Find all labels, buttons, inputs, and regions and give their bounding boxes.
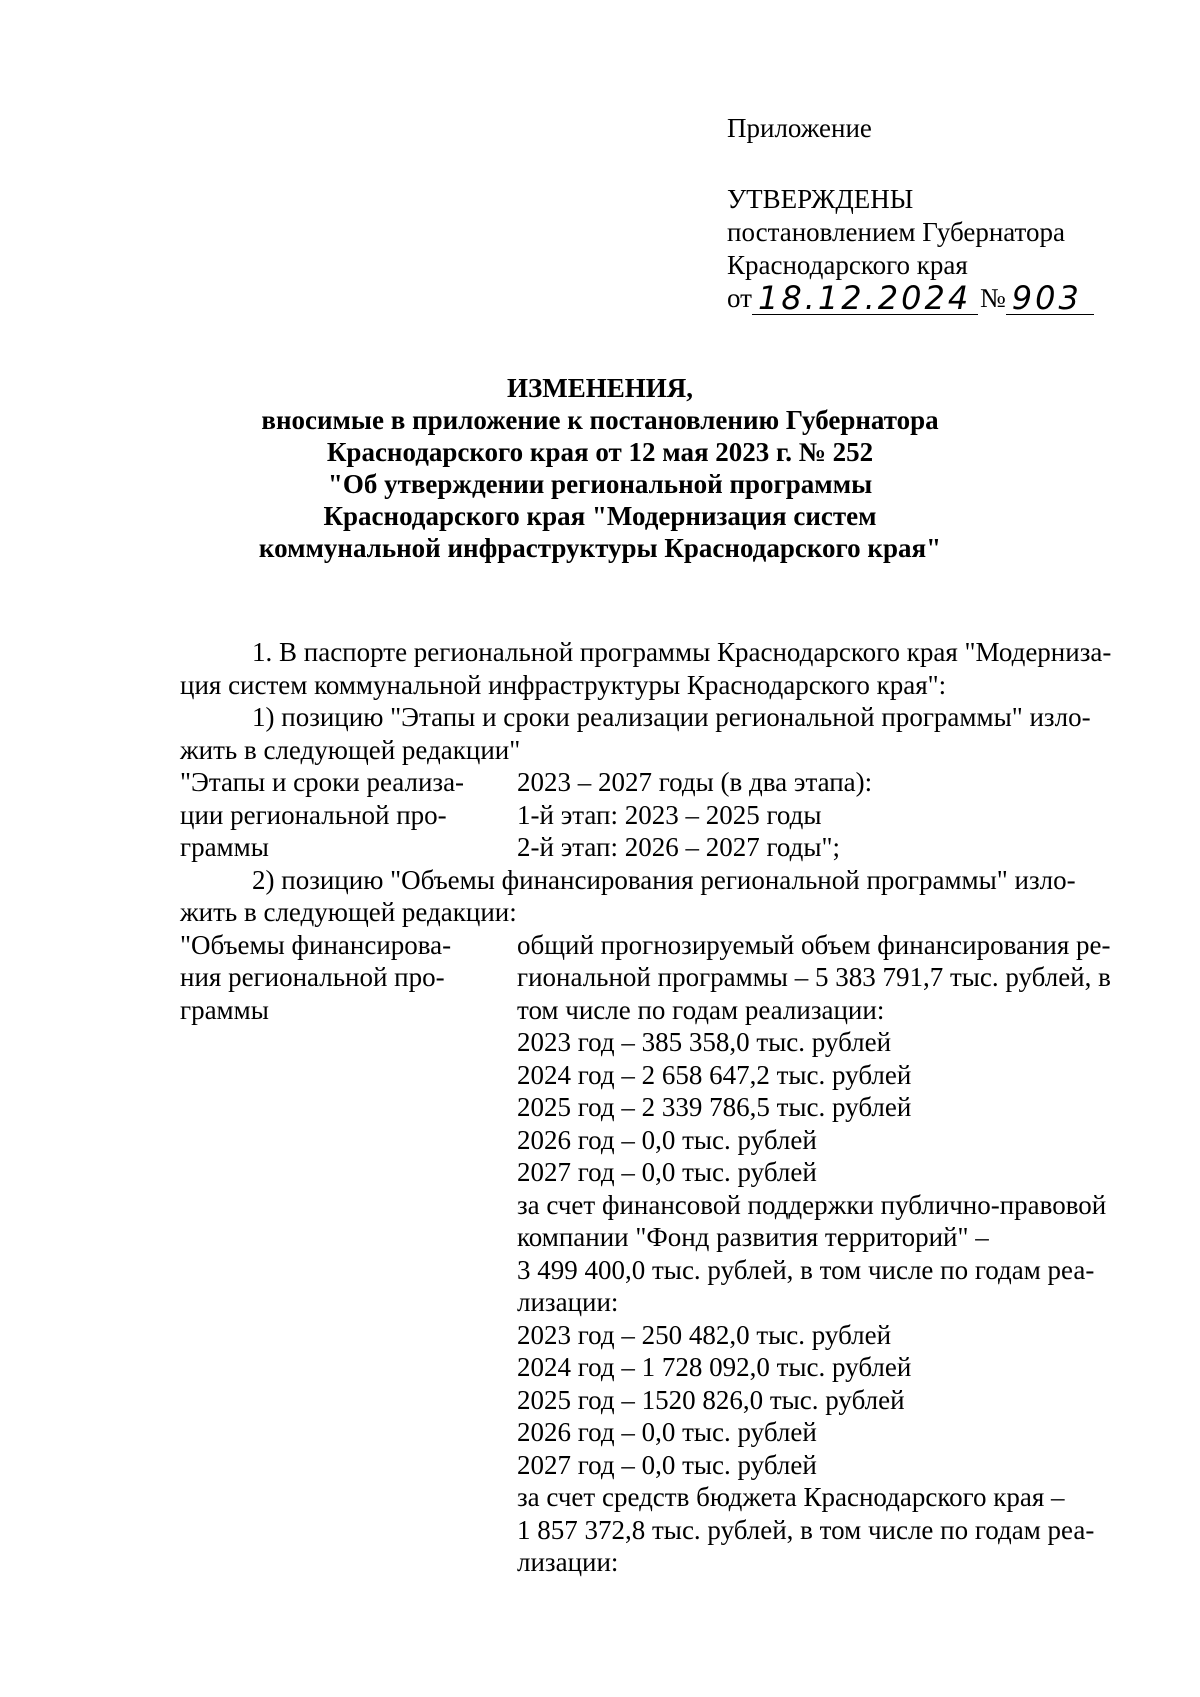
stages-label-cell <box>180 766 517 864</box>
table-cell-line: за счет средств бюджета Краснодарского края – <box>517 1482 1065 1512</box>
table-cell-line: 2024 год – 2 658 647,2 тыс. рублей <box>517 1059 912 1090</box>
table-cell-line: 2027 год – 0,0 тыс. рублей <box>517 1449 817 1480</box>
table-cell-line: ния региональной про- <box>180 962 445 992</box>
heading-line: вносимые в приложение к постановлению Губернатора <box>261 405 939 435</box>
funding-table <box>180 929 1156 1579</box>
table-cell-line: 2027 год – 0,0 тыс. рублей <box>517 1157 817 1187</box>
paragraph-2-line-1: 1) позицию "Этапы и сроки реализации региональной программы" изло- <box>252 702 1091 732</box>
paragraph-3-line-1: 2) позицию "Объемы финансирования региональной программы" изло- <box>252 864 1076 895</box>
table-cell-line: 1-й этап: 2023 – 2025 годы <box>517 799 822 830</box>
table-cell-line: 1 857 372,8 тыс. рублей, в том числе по годам реа- <box>517 1514 1095 1545</box>
stages-table <box>180 766 1156 864</box>
table-cell-line: 2025 год – 2 339 786,5 тыс. рублей <box>517 1092 912 1122</box>
stages-value-cell <box>517 766 1156 864</box>
funding-label-cell <box>180 929 517 1579</box>
table-cell-line: 2026 год – 0,0 тыс. рублей <box>517 1124 817 1155</box>
table-cell-line: том числе по годам реализации: <box>517 994 885 1025</box>
heading-line: "Об утверждении региональной программы <box>327 469 873 499</box>
document-heading <box>180 372 1020 564</box>
table-cell-line: 2023 год – 385 358,0 тыс. рублей <box>517 1027 892 1057</box>
handwritten-date: 18.12.2024 <box>752 283 978 315</box>
table-cell-line: лизации: <box>517 1287 619 1317</box>
table-cell-line: за счет финансовой поддержки публично-правовой <box>517 1189 1107 1220</box>
table-cell-line: граммы <box>180 994 269 1025</box>
handwritten-number: 903 <box>1006 283 1094 315</box>
paragraph-1-line-2: ция систем коммунальной инфраструктуры Краснодарского края": <box>180 669 947 700</box>
table-cell-line: 2026 год – 0,0 тыс. рублей <box>517 1417 817 1447</box>
heading-title: ИЗМЕНЕНИЯ, <box>506 373 693 403</box>
funding-value-cell <box>517 929 1156 1579</box>
paragraph-3-line-2: жить в следующей редакции: <box>180 897 517 927</box>
heading-line: Краснодарского края от 12 мая 2023 г. № 252 <box>326 437 874 467</box>
paragraph-1-line-1: 1. В паспорте региональной программы Краснодарского края "Модерниза- <box>252 637 1112 667</box>
table-cell-line: компании "Фонд развития территорий" – <box>517 1222 989 1252</box>
document-body <box>180 636 1156 1579</box>
table-cell-line: "Объемы финансирова- <box>180 929 452 960</box>
table-cell-line: 2023 год – 250 482,0 тыс. рублей <box>517 1319 892 1350</box>
table-cell-line: лизации: <box>517 1547 619 1577</box>
table-cell-line: 2024 год – 1 728 092,0 тыс. рублей <box>517 1352 912 1382</box>
table-cell-line: "Этапы и сроки реализа- <box>180 767 465 797</box>
table-cell-line: общий прогнозируемый объем финансирования ре- <box>517 929 1111 960</box>
table-cell-line: 2025 год – 1520 826,0 тыс. рублей <box>517 1384 905 1415</box>
number-sign: № <box>979 283 1006 313</box>
approved-by-line-2: Краснодарского края <box>727 250 968 280</box>
date-prefix: от <box>727 283 752 313</box>
table-cell-line: 2-й этап: 2026 – 2027 годы"; <box>517 832 841 862</box>
approved-by-line-1: постановлением Губернатора <box>727 217 1065 247</box>
table-cell-line: ции региональной про- <box>180 799 447 830</box>
approved-label: УТВЕРЖДЕНЫ <box>727 184 914 214</box>
date-number-line <box>727 279 1147 317</box>
table-cell-line: 3 499 400,0 тыс. рублей, в том числе по годам реа- <box>517 1254 1095 1285</box>
approval-stamp <box>727 112 1147 315</box>
paragraph-2-line-2: жить в следующей редакции" <box>180 734 521 765</box>
table-cell-line: 2023 – 2027 годы (в два этапа): <box>517 767 873 797</box>
heading-line: Краснодарского края "Модернизация систем <box>323 501 877 531</box>
spacer <box>727 145 1147 183</box>
appendix-label: Приложение <box>727 113 872 143</box>
table-cell-line: гиональной программы – 5 383 791,7 тыс. рублей, в <box>517 962 1111 992</box>
table-cell-line: граммы <box>180 832 269 862</box>
heading-line: коммунальной инфраструктуры Краснодарского края" <box>258 533 942 563</box>
